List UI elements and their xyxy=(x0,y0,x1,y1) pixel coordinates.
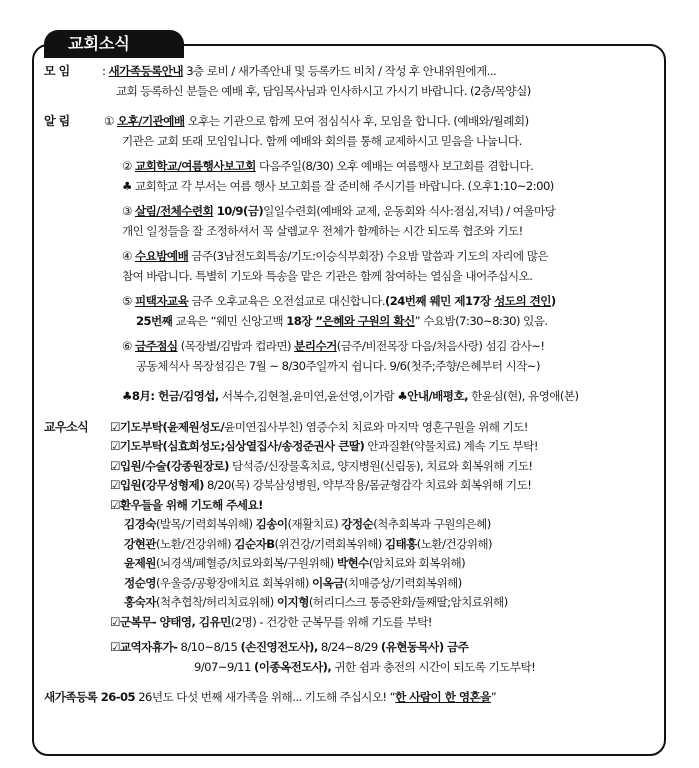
allim-item-3: ③ 살림/전체수련회 10/9(금)일일수련회(예배와 교제, 운동회와 식사:점심,저녁) / 여울마당 xyxy=(122,204,556,218)
moim-line-2: 교회 등록하신 분들은 예배 후, 담임목사님과 인사하시고 가시기 바랍니다. (2층/목양실) xyxy=(116,83,531,98)
patient-row-3: 윤제원(뇌경색/폐혈증/치료와회복/구원위해) 박현수(암치료와 회복위해) xyxy=(124,556,466,570)
patient-row-2: 강현관(노환/건강위해) 김순자B(위건강/기력회복위해) 김태홍(노환/건강위해) xyxy=(124,536,492,551)
prayer-line-2: ☑기도부탁(심효희성도;심상열집사/송정준권사 큰딸) 안과질환(약물치료) 계속 기도 부탁! xyxy=(110,439,538,453)
newcomer-guide-title: 새가족등록안내 xyxy=(108,64,184,78)
checkbox-icon: ☑ xyxy=(110,640,120,654)
section-gyowoo xyxy=(44,418,662,678)
pastor-vacation-line-1: ☑교역자휴가- 8/10~8/15 (손진영전도사), 8/24~8/29 (유현동목사) 금주 xyxy=(110,640,469,654)
news-content xyxy=(44,62,662,708)
prayer-line-4: ☑입원(강무성형제) 8/20(목) 강북삼성병원, 약부작용/몸균형감각 치료와 회복위해 기도! xyxy=(110,478,532,492)
checkbox-icon: ☑ xyxy=(110,439,120,453)
club-mark-icon: ♣ xyxy=(397,389,408,403)
allim-item-5-line-2: 25번째 교육은 “웨민 신앙고백 18장 ”은혜와 구원의 확신” 수요밤(7:30~8:30) 있음. xyxy=(136,313,548,328)
prayer-line-3: ☑입원/수술(강종원장로) 담석증/신장물혹치료, 양지병원(신림동), 치료와 회복위해 기도! xyxy=(110,458,533,473)
patient-row-1: 김경숙(발목/기력회복위해) 김송이(재활치료) 강정순(척추회복과 구원의은혜) xyxy=(124,517,491,531)
section-title: 교회소식 xyxy=(44,30,184,58)
label-moim: 모 임 xyxy=(44,64,70,78)
allim-item-4: ④ 수요밤예배 금주(3남전도회특송/기도:이승식부회장) 수요밤 말씀과 기도의 자리에 많은 xyxy=(122,249,549,263)
allim-item-3-line-2: 개인 일정들을 잘 조정하셔서 꼭 살렘교우 전체가 함께하는 시간 되도록 협조와 기도! xyxy=(122,223,523,238)
section-allim xyxy=(44,112,662,407)
allim-item-1: ① 오후/기관예배 오후는 기관으로 함께 모여 점심식사 후, 모임을 합니다. (예배와/월례회) xyxy=(104,114,529,128)
newcomer-registration-line: 새가족등록 26-05 26년도 다섯 번째 새가족을 위해... 기도해 주십시오! “한 사람이 한 영혼을” xyxy=(44,690,497,704)
allim-item-7: ♣8月: 헌금/김영섭, 서복수,김현철,윤미연,윤선영,이가람 ♣안내/배평호, 한윤심(현), 유영애(본) xyxy=(122,389,579,403)
allim-item-5: ⑤ 피택자교육 금주 오후교육은 오전설교로 대신합니다.(24번째 웨민 제17장 성도의 견인) xyxy=(122,294,556,308)
allim-item-4-line-2: 참여 바랍니다. 특별히 기도와 특송을 맡은 기관은 함께 참여하는 열심을 내어주십시오. xyxy=(122,268,533,283)
prayer-line-5: ☑환우들을 위해 기도해 주세요! xyxy=(110,497,263,512)
allim-item-6-line-2: 공동체식사 목장섬김은 7월 ~ 8/30주일까지 쉽니다. 9/6(첫주;주향/은혜부터 시작~) xyxy=(136,358,540,373)
allim-item-6: ⑥ 금주점심 (목장별/김밥과 컵라면) 분리수거(금주/비전목장 다음/처음사랑) 섬김 감사~! xyxy=(122,339,545,353)
checkbox-icon: ☑ xyxy=(110,458,120,473)
pastor-vacation-line-2: 9/07~9/11 (이종옥전도사), 귀한 쉼과 충전의 시간이 되도록 기도부탁! xyxy=(194,659,536,674)
section-moim xyxy=(44,62,662,101)
club-mark-icon: ♣ xyxy=(122,178,132,193)
label-gyowoo: 교우소식 xyxy=(44,419,89,434)
patient-row-5: 홍숙자(척추협착/허리치료위해) 이지형(허리디스크 통증완화/둘째딸;암치료위해) xyxy=(124,595,508,609)
prayer-line-1: ☑기도부탁(윤제원성도/윤미연집사부친) 염증수치 치료와 마지막 영혼구원을 위해 기도! xyxy=(110,419,528,434)
allim-item-2-line-2: ♣ 교회학교 각 부서는 여름 행사 보고회를 잘 준비해 주시기를 바랍니다. (오후1:10~2:00) xyxy=(122,178,554,193)
checkbox-icon: ☑ xyxy=(110,614,120,629)
checkbox-icon: ☑ xyxy=(110,478,120,492)
label-allim: 알 림 xyxy=(44,114,70,128)
military-line: ☑군복무- 양태영, 김유민(2명) - 건강한 군복무를 위해 기도를 부탁! xyxy=(110,614,432,629)
club-mark-icon: ♣ xyxy=(122,389,132,403)
moim-line-1: : 새가족등록안내 3층 로비 / 새가족안내 및 등록카드 비치 / 작성 후 안내위원에게... xyxy=(102,64,497,78)
allim-item-1-line-2: 기관은 교회 또래 모임입니다. 함께 예배와 회의를 통해 교제하시고 믿음을 나눕니다. xyxy=(122,133,522,148)
checkbox-icon: ☑ xyxy=(110,497,120,512)
allim-item-2: ② 교회학교/여름행사보고회 다음주일(8/30) 오후 예배는 여름행사 보고회를 겸합니다. xyxy=(122,159,534,173)
patient-row-4: 정순영(우울증/공황장애치료 회복위해) 이옥금(치매증상/기력회복위해) xyxy=(124,575,462,590)
checkbox-icon: ☑ xyxy=(110,419,120,434)
